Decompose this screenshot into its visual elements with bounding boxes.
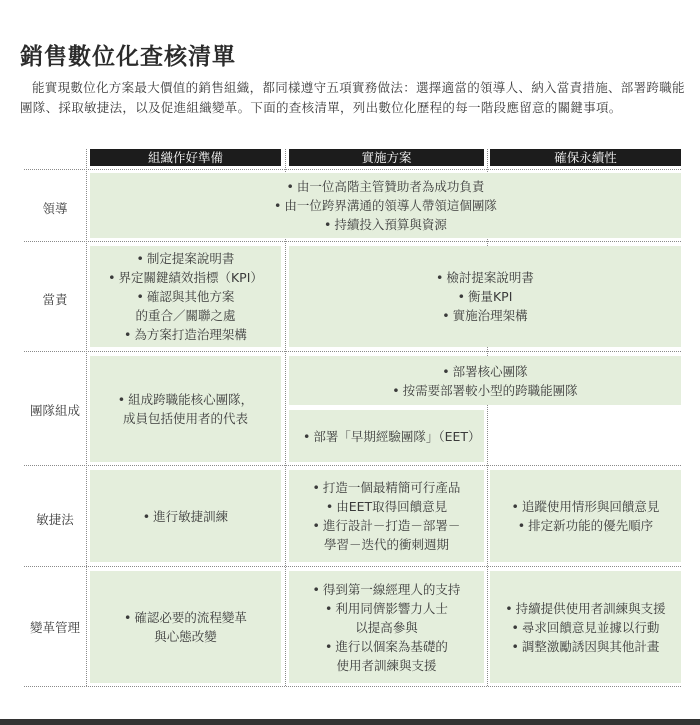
bullet-icon: • xyxy=(442,363,450,379)
list-item xyxy=(324,215,447,234)
item-text: 與心態改變 xyxy=(154,629,217,644)
item-text: 的重合／關聯之處 xyxy=(135,308,236,323)
row-label-team: 團隊組成 xyxy=(29,403,80,418)
item-text: 實施治理架構 xyxy=(452,308,528,323)
item-text: 進行敏捷訓練 xyxy=(153,508,229,524)
list-item-continuation xyxy=(324,535,449,554)
list-item xyxy=(313,580,461,599)
item-text: 以提高參與 xyxy=(355,619,418,635)
bullet-icon: • xyxy=(325,638,333,654)
list-item xyxy=(124,608,247,627)
item-text: 檢討提案說明書 xyxy=(446,270,534,285)
item-text: 得到第一線經理人的支持 xyxy=(322,581,461,597)
bullet-icon: • xyxy=(108,270,116,285)
cell-team-implement-bottom xyxy=(289,410,484,462)
item-text: 進行以個案為基礎的 xyxy=(335,638,448,654)
cell-team-prepare xyxy=(90,356,281,462)
list-item-continuation xyxy=(123,409,248,428)
bullet-icon: • xyxy=(117,392,126,407)
item-text: 持續投入預算與資源 xyxy=(334,217,447,232)
list-item xyxy=(512,637,660,656)
bullet-icon: • xyxy=(312,480,320,495)
bullet-icon: • xyxy=(392,382,400,398)
list-item xyxy=(303,427,481,446)
item-text: 使用者訓練與支援 xyxy=(336,657,437,673)
list-item-continuation xyxy=(355,618,418,637)
bullet-icon: • xyxy=(511,638,519,654)
list-item xyxy=(313,478,461,497)
bullet-icon: • xyxy=(511,499,519,514)
item-text: 排定新功能的優先順序 xyxy=(528,518,654,533)
intro-paragraph: 能實現數位化方案最大價值的銷售組織，都同樣遵守五項實務做法：選擇適當的領導人、納入當責措施、部署跨職能團隊、採取敏捷法，以及促進組織變革。下面的查核清單，列出數位化歷程的每一階段應留意的關鍵事項。 xyxy=(20,80,685,115)
bullet-icon: • xyxy=(312,518,320,533)
item-text: 打造一個最精簡可行產品 xyxy=(322,480,461,495)
list-item-continuation xyxy=(336,656,436,675)
item-text: 為方案打造治理架構 xyxy=(134,327,247,342)
item-text: 制定提案說明書 xyxy=(146,251,235,266)
list-item xyxy=(505,599,665,618)
cell-team-implement-top xyxy=(289,356,681,405)
item-text: 利用同儕影響力人士 xyxy=(335,600,448,616)
cell-change-sustain xyxy=(490,571,681,683)
list-item xyxy=(137,249,235,268)
list-item xyxy=(143,507,228,526)
row-divider xyxy=(24,686,681,687)
bullet-icon: • xyxy=(442,308,450,323)
column-header-prepare: 組織作好準備 xyxy=(90,149,281,166)
list-item xyxy=(436,268,534,287)
bullet-icon: • xyxy=(436,270,444,285)
list-item-continuation xyxy=(154,627,217,646)
bullet-icon: • xyxy=(325,600,333,616)
bullet-icon: • xyxy=(505,600,513,616)
grid-divider xyxy=(86,149,87,686)
list-item xyxy=(274,196,497,215)
cell-change-implement xyxy=(289,571,484,683)
list-item xyxy=(512,497,660,516)
item-text: 成員包括使用者的代表 xyxy=(122,411,248,426)
row-label-change: 變革管理 xyxy=(29,620,80,635)
list-item xyxy=(325,599,448,618)
item-text: 確認與其他方案 xyxy=(146,289,235,304)
list-item-continuation xyxy=(135,306,235,325)
item-text: 部署核心團隊 xyxy=(452,363,528,379)
bullet-icon: • xyxy=(324,217,332,232)
column-header-sustain: 確保永續性 xyxy=(490,149,681,166)
cell-accountability-prepare xyxy=(90,246,281,347)
item-text: 進行設計－打造－部署－ xyxy=(322,518,461,533)
item-text: 由EET取得回饋意見 xyxy=(336,499,448,514)
item-text: 由一位跨界溝通的領導人帶領這個團隊 xyxy=(284,198,497,213)
row-divider xyxy=(24,566,681,567)
item-text: 部署「早期經驗團隊」（EET） xyxy=(313,428,481,444)
bullet-icon: • xyxy=(303,428,311,444)
row-divider xyxy=(24,465,681,466)
bullet-icon: • xyxy=(136,251,144,266)
list-item xyxy=(392,381,577,400)
row-divider xyxy=(24,351,681,352)
bullet-icon: • xyxy=(517,518,526,533)
item-text: 確認必要的流程變革 xyxy=(134,610,247,625)
page-title: 銷售數位化查核清單 xyxy=(20,44,236,70)
item-text: 衡量KPI xyxy=(467,289,513,304)
item-text: 界定關鍵績效指標（KPI） xyxy=(118,270,263,285)
list-item xyxy=(124,325,247,344)
bullet-icon: • xyxy=(286,179,294,194)
item-text: 調整激勵誘因與其他計畫 xyxy=(521,638,660,654)
list-item xyxy=(108,268,263,287)
row-label-agile: 敏捷法 xyxy=(36,512,74,527)
item-text: 學習－迭代的衝刺週期 xyxy=(323,537,449,552)
list-item xyxy=(512,618,660,637)
list-item xyxy=(137,287,235,306)
bullet-icon: • xyxy=(511,619,519,635)
list-item xyxy=(442,362,527,381)
bullet-icon: • xyxy=(312,581,320,597)
item-text: 追蹤使用情形與回饋意見 xyxy=(521,499,660,514)
bullet-icon: • xyxy=(325,499,334,514)
list-item xyxy=(442,306,527,325)
item-text: 按需要部署較小型的跨職能團隊 xyxy=(402,382,578,398)
list-item xyxy=(518,516,653,535)
cell-agile-sustain xyxy=(490,470,681,562)
row-divider xyxy=(24,169,681,170)
item-text: 尋求回饋意見並據以行動 xyxy=(521,619,660,635)
list-item xyxy=(313,516,461,535)
cell-accountability-implement xyxy=(289,246,681,347)
bullet-icon: • xyxy=(457,289,465,304)
list-item xyxy=(118,390,253,409)
cell-agile-prepare xyxy=(90,470,281,562)
bullet-icon: • xyxy=(142,508,151,524)
item-text: 持續提供使用者訓練與支援 xyxy=(515,600,666,616)
bullet-icon: • xyxy=(124,327,132,342)
list-item xyxy=(326,497,447,516)
cell-change-prepare xyxy=(90,571,281,683)
footer-bar xyxy=(0,719,700,725)
bullet-icon: • xyxy=(136,289,144,304)
cell-agile-implement xyxy=(289,470,484,562)
list-item xyxy=(287,177,485,196)
bullet-icon: • xyxy=(124,610,132,625)
row-label-leadership: 領導 xyxy=(42,201,68,216)
row-label-accountability: 當責 xyxy=(42,292,68,307)
list-item xyxy=(458,287,513,306)
item-text: 由一位高階主管贊助者為成功負責 xyxy=(296,179,485,194)
row-divider xyxy=(24,241,681,242)
list-item xyxy=(325,637,448,656)
bullet-icon: • xyxy=(274,198,282,213)
item-text: 組成跨職能核心團隊， xyxy=(128,392,254,407)
cell-leadership-all xyxy=(90,173,681,238)
column-header-implement: 實施方案 xyxy=(289,149,484,166)
